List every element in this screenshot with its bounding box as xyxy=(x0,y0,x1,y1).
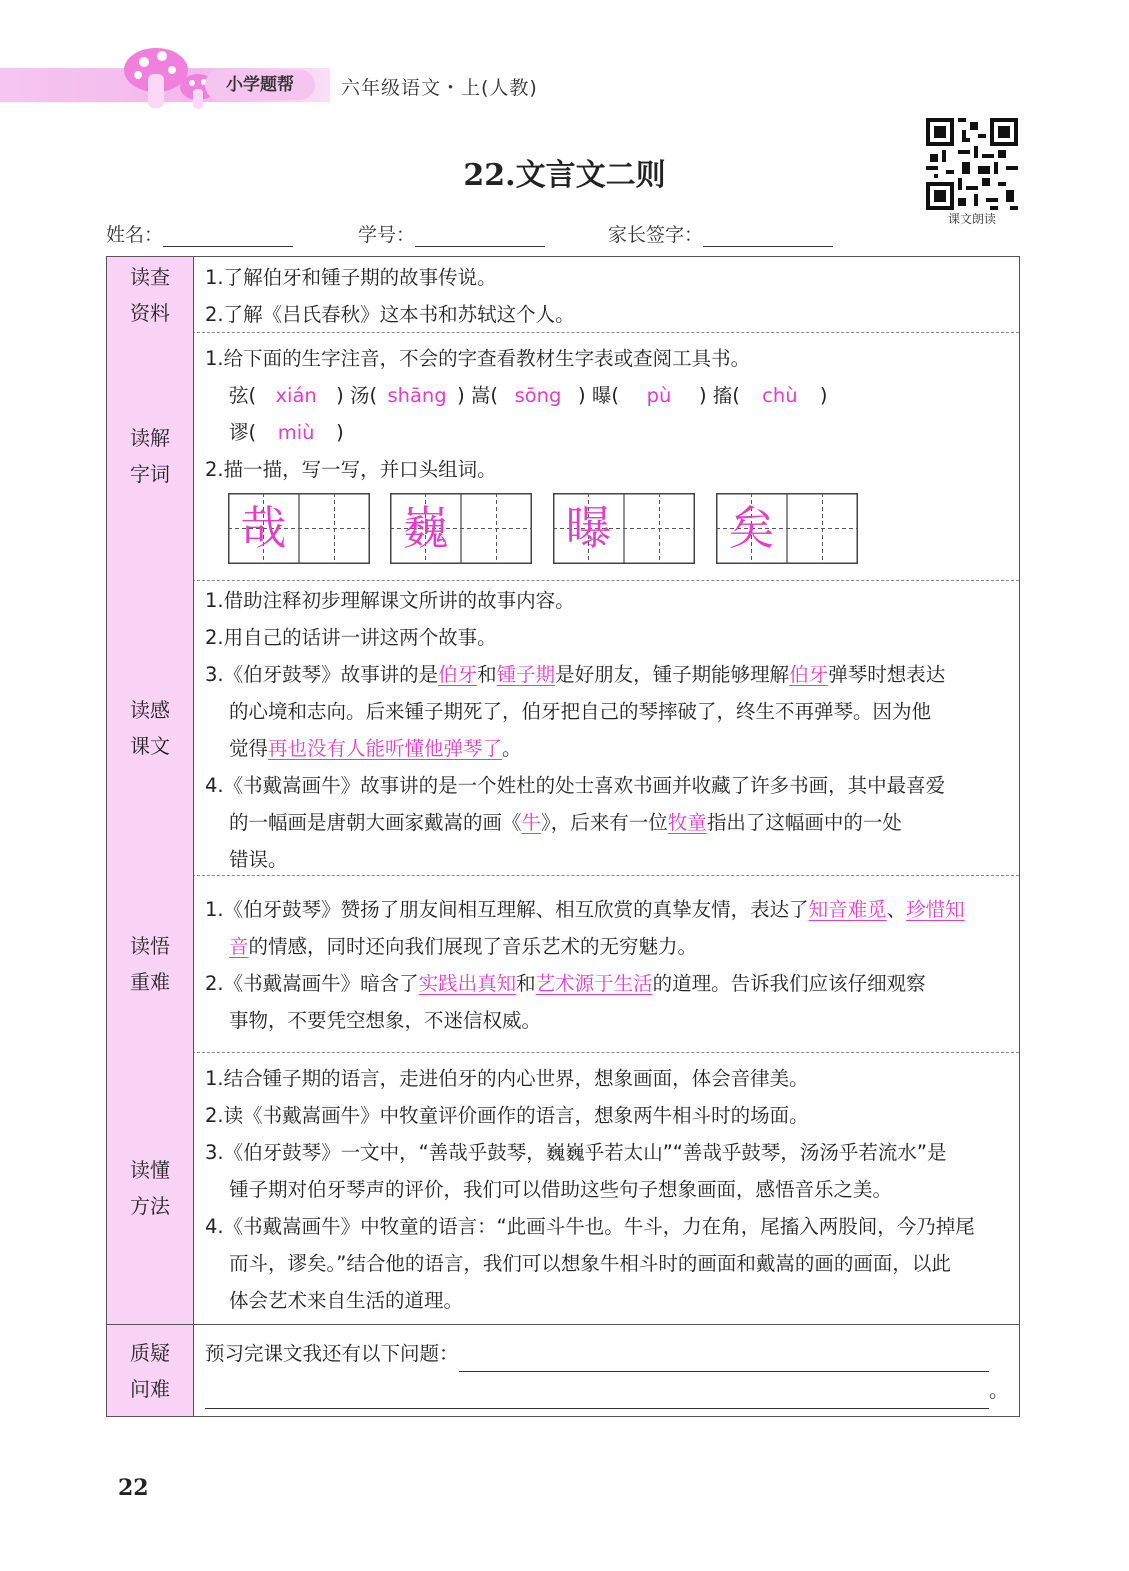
student-id-blank[interactable] xyxy=(415,226,545,247)
name-field[interactable] xyxy=(106,220,293,247)
answer-blank: 艺术源于生活 xyxy=(535,972,653,995)
answer-blank: 知音难觅 xyxy=(808,898,887,921)
trace-char: 哉 xyxy=(240,501,287,555)
pinyin-answer: xián xyxy=(275,384,317,407)
question-text: 2.描一描，写一写，并口头组词。 xyxy=(205,458,497,481)
pinyin-answer: sōng xyxy=(514,384,562,407)
answer-blank: 再也没有人能听懂他弹琴了 xyxy=(268,737,503,760)
tracing-grid[interactable] xyxy=(553,493,695,568)
list-item: 3.《伯牙鼓琴》一文中，“善哉乎鼓琴，巍巍乎若太山”“善哉乎鼓琴，汤汤乎若流水”是 xyxy=(205,1141,947,1164)
question-blank[interactable] xyxy=(459,1351,989,1372)
question-blank[interactable] xyxy=(205,1388,989,1409)
tracing-grid[interactable] xyxy=(716,493,858,568)
qr-code-icon[interactable] xyxy=(926,118,1018,210)
parent-signature-blank[interactable] xyxy=(703,226,833,247)
list-item: 2.了解《吕氏春秋》这本书和苏轼这个人。 xyxy=(205,303,575,326)
section-vocabulary xyxy=(107,332,1019,581)
section-methods: 读懂 方法 1.结合锺子期的语言，走进伯牙的内心世界，想象画面，体会音律美。 2.读《书戴嵩画牛》中牧童评价画作的语言，想象两牛相斗时的场面。 3.《伯牙鼓琴》一文中，“善哉乎鼓琴，巍巍乎若太山”“善哉乎鼓琴，汤汤乎若流水”是 锺子期对伯牙琴声的评价，我们可以借助这些句子想象画面，感悟音乐之美。 4.《书戴嵩画牛》中牧童的语言：“此画斗牛也。牛斗，力在角，尾搐入两股间，今乃掉尾 而斗，谬矣。”结合他的语言，我们可以想象牛相斗时的画面和戴嵩的画的画面，以此 体会艺术来自生活的道理。 xyxy=(107,1052,1019,1325)
pinyin-row: 谬( miù ) xyxy=(205,414,1009,451)
list-item: 1.《伯牙鼓琴》赞扬了朋友间相互理解、相互欣赏的真挚友情，表达了知音难觅、珍惜知 xyxy=(205,898,965,921)
list-item: 2.读《书戴嵩画牛》中牧童评价画作的语言，想象两牛相斗时的场面。 xyxy=(205,1104,809,1127)
worksheet-table xyxy=(106,256,1020,1417)
answer-blank: 牛 xyxy=(521,811,542,834)
answer-blank: 珍惜知 xyxy=(906,898,965,921)
list-item: 3.《伯牙鼓琴》故事讲的是伯牙和锺子期是好朋友，锺子期能够理解伯牙弹琴时想表达 xyxy=(205,663,946,686)
page-title: 22.文言文二则 xyxy=(463,158,666,193)
pinyin-row: 弦( xián ) 汤( shāng ) 嵩( sōng ) 曝( pù ) 搐( chù ) xyxy=(205,377,1009,414)
page-number: 22 xyxy=(118,1475,149,1501)
section-key-points: 读悟 重难 1.《伯牙鼓琴》赞扬了朋友间相互理解、相互欣赏的真挚友情，表达了知音难觅、珍惜知 音的情感，同时还向我们展现了音乐艺术的无穷魅力。 2.《书戴嵩画牛》暗含了实践出真知和艺术源于生活的道理。告诉我们应该仔细观察 事物，不要凭空想象，不迷信权威。 xyxy=(107,875,1019,1053)
tracing-grid[interactable] xyxy=(228,493,370,568)
section-label: 读悟 重难 xyxy=(107,875,194,1052)
trace-char: 矣 xyxy=(728,501,775,555)
trace-char: 曝 xyxy=(565,501,612,555)
pinyin-answer: shāng xyxy=(387,384,447,407)
list-item: 1.借助注释初步理解课文所讲的故事内容。 xyxy=(205,589,575,612)
pinyin-answer: miù xyxy=(277,421,315,444)
list-item: 2.《书戴嵩画牛》暗含了实践出真知和艺术源于生活的道理。告诉我们应该仔细观察 xyxy=(205,972,926,995)
answer-blank: 伯牙 xyxy=(789,663,829,686)
student-id-label: 学号： xyxy=(358,224,416,246)
section-questions: 质疑 问难 预习完课文我还有以下问题： 。 xyxy=(107,1324,1019,1416)
list-item: 1.结合锺子期的语言，走进伯牙的内心世界，想象画面，体会音律美。 xyxy=(205,1067,809,1090)
series-title: 六年级语文・上(人教) xyxy=(341,77,538,99)
answer-blank: 实践出真知 xyxy=(418,972,517,995)
parent-signature-label: 家长签字： xyxy=(608,224,704,246)
brand-badge: 小学题帮 xyxy=(205,70,315,100)
name-blank[interactable] xyxy=(163,226,293,247)
answer-blank: 牧童 xyxy=(667,811,707,834)
tracing-grid[interactable] xyxy=(390,493,532,568)
name-label: 姓名： xyxy=(106,224,164,246)
answer-blank: 音 xyxy=(229,935,249,958)
qr-caption: 课文朗读 xyxy=(947,212,996,226)
section-label: 读解 字词 xyxy=(107,332,194,580)
section-reference xyxy=(107,257,1019,333)
section-label: 读感 课文 xyxy=(107,580,194,875)
student-id-field[interactable] xyxy=(358,220,545,247)
pinyin-answer: chù xyxy=(762,384,798,407)
list-item: 4.《书戴嵩画牛》故事讲的是一个姓杜的处士喜欢书画并收藏了许多书画，其中最喜爱 xyxy=(205,774,946,797)
section-label: 读懂 方法 xyxy=(107,1052,194,1324)
pinyin-answer: pù xyxy=(646,384,672,407)
section-text-reading: 读感 课文 1.借助注释初步理解课文所讲的故事内容。 2.用自己的话讲一讲这两个故事。 3.《伯牙鼓琴》故事讲的是伯牙和锺子期是好朋友，锺子期能够理解伯牙弹琴时想表达 的心境和志向。后来锺子期死了，伯牙把自己的琴摔破了，终生不再弹琴。因为他 觉得再也没有人能听懂他弹琴了。 4.《书戴嵩画牛》故事讲的是一个姓杜的处士喜欢书画并收藏了许多书画，其中最喜爱 的一幅画是唐朝大画家戴嵩的画《牛》，后来有一位牧童指出了这幅画中的一处 错误。 xyxy=(107,580,1019,876)
section-label: 读查 资料 xyxy=(107,257,194,332)
answer-blank: 锺子期 xyxy=(496,663,556,686)
list-item: 4.《书戴嵩画牛》中牧童的语言：“此画斗牛也。牛斗，力在角，尾搐入两股间，今乃掉尾 xyxy=(205,1215,975,1238)
question-text: 1.给下面的生字注音，不会的字查看教材生字表或查阅工具书。 xyxy=(205,347,751,370)
parent-signature-field[interactable] xyxy=(608,220,833,247)
list-item: 2.用自己的话讲一讲这两个故事。 xyxy=(205,626,497,649)
section-label: 质疑 问难 xyxy=(107,1325,194,1416)
trace-char: 巍 xyxy=(402,501,449,555)
answer-blank: 伯牙 xyxy=(438,663,478,686)
list-item: 1.了解伯牙和锺子期的故事传说。 xyxy=(205,266,497,289)
